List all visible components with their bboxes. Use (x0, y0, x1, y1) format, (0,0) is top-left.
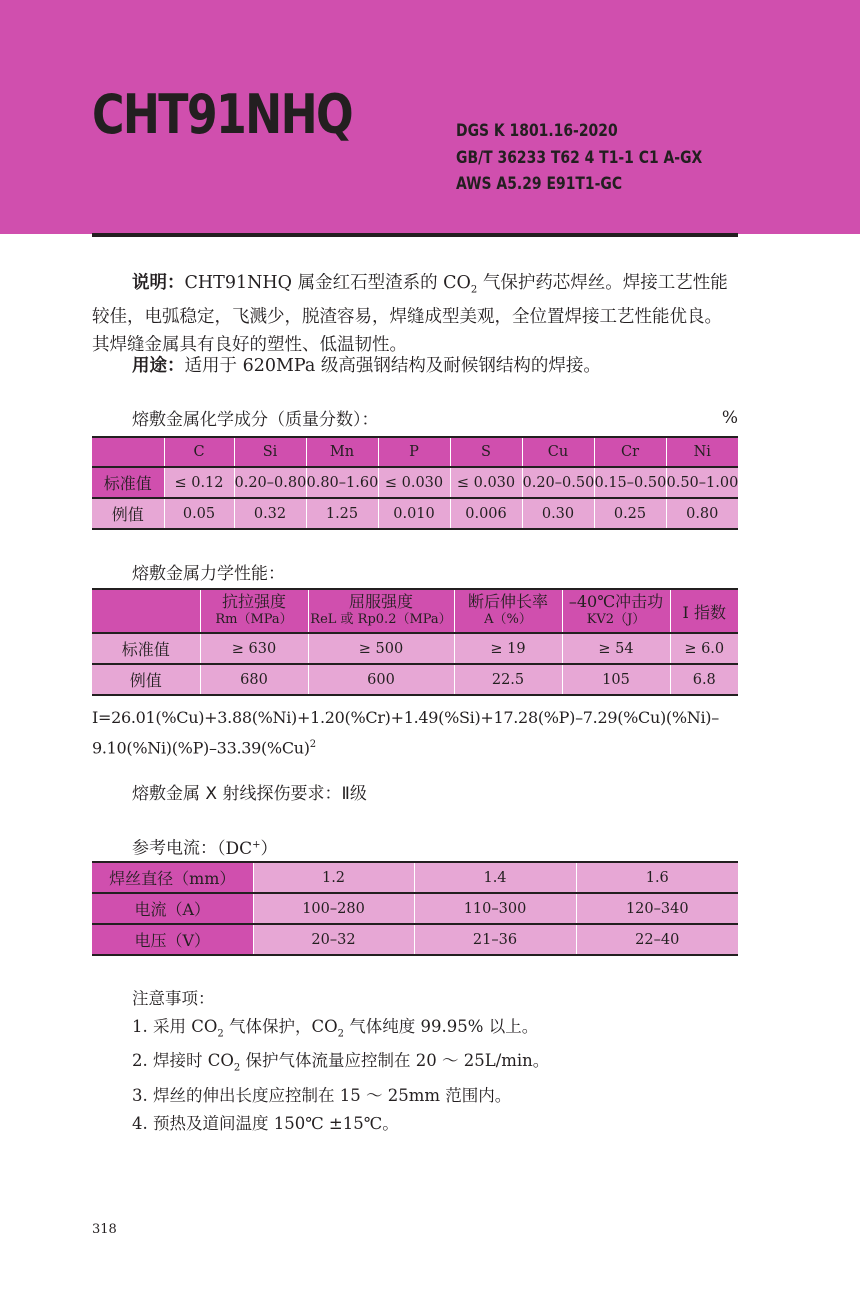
note-item: 3. 焊丝的伸出长度应控制在 15 ～ 25mm 范围内。 (132, 1086, 512, 1106)
standards-list (456, 118, 702, 198)
table-cell: 0.30 (522, 498, 594, 529)
usage-paragraph: 用途：适用于 620MPa 级高强钢结构及耐候钢结构的焊接。 (132, 356, 601, 376)
table-cell: 6.8 (670, 664, 738, 695)
table-cell: 1.4 (414, 862, 576, 893)
notes-heading: 注意事项： (132, 989, 215, 1008)
table-cell: 0.05 (164, 498, 234, 529)
table-cell: 0.50–1.00 (666, 467, 738, 498)
table-row (92, 862, 738, 893)
note-item: 1. 采用 $CO_2$ 气体保护，$CO_2$ 气体纯度 99.95% 以上。 (132, 1016, 539, 1039)
column-header: –40℃冲击功 KV2（J） (562, 589, 670, 633)
chemical-table (92, 436, 738, 530)
usage-label: 用途： (132, 356, 185, 376)
current-heading: 参考电流：（DC+） (132, 838, 278, 859)
column-header: Ni (666, 437, 738, 467)
standard-line: GB/T 36233 T62 4 T1-1 C1 A-GX (456, 147, 703, 168)
table-cell: 600 (308, 664, 454, 695)
row-label: 电流（A） (92, 893, 253, 924)
table-cell: 1.25 (306, 498, 378, 529)
page-number: 318 (92, 1222, 117, 1237)
i-index-formula: $I=26.01(\%Cu)+3.88(\%Ni)+1.20(\%Cr)+1.49(\%Si)+17.28(\%P)-7.29(\%Cu)(\%Ni)-9.10(\%Ni)(\%P)-33.39(\%Cu)^2$ (92, 708, 719, 758)
table-cell: 110–300 (414, 893, 576, 924)
column-header: Cu (522, 437, 594, 467)
column-header: 屈服强度 ReL 或 Rp0.2（MPa） (308, 589, 454, 633)
table-row (92, 924, 738, 955)
table-cell: 120–340 (576, 893, 738, 924)
table-cell: ≥ 630 (200, 633, 308, 664)
table-cell: 680 (200, 664, 308, 695)
current-table (92, 861, 738, 956)
description-paragraph: 说明：CHT91NHQ 属金红石型渣系的 $CO_2$ 气保护药芯焊丝。焊接工艺性能较佳，电弧稳定，飞溅少，脱渣容易，焊缝成型美观，全位置焊接工艺性能优良。其焊缝金属具有良好的塑性、低温韧性。 (92, 273, 728, 355)
column-header: 抗拉强度 Rm（MPa） (200, 589, 308, 633)
table-cell: ≤ 0.12 (164, 467, 234, 498)
mechanical-heading: 熔敷金属力学性能： (132, 564, 285, 584)
header-banner (0, 0, 860, 234)
column-header: Cr (594, 437, 666, 467)
notes-section (132, 985, 549, 1137)
table-row (92, 467, 738, 498)
table-cell: 100–280 (253, 893, 414, 924)
table-row (92, 498, 738, 529)
note-item: 4. 预热及道间温度 150℃ ±15℃。 (132, 1113, 399, 1133)
column-header: 断后伸长率 A（%） (454, 589, 562, 633)
table-row (92, 664, 738, 695)
table-cell: 0.15–0.50 (594, 467, 666, 498)
xray-requirement: 熔敷金属 X 射线探伤要求：Ⅱ级 (132, 784, 367, 804)
column-header: S (450, 437, 522, 467)
table-cell: 0.20–0.50 (522, 467, 594, 498)
table-cell: 0.80 (666, 498, 738, 529)
table-cell: ≥ 500 (308, 633, 454, 664)
table-cell: ≥ 54 (562, 633, 670, 664)
table-cell: 22–40 (576, 924, 738, 955)
table-row (92, 893, 738, 924)
table-cell: 0.32 (234, 498, 306, 529)
table-cell: ≥ 19 (454, 633, 562, 664)
table-cell: 1.6 (576, 862, 738, 893)
standard-line: DGS K 1801.16-2020 (456, 121, 618, 141)
table-cell: 20–32 (253, 924, 414, 955)
table-cell: 22.5 (454, 664, 562, 695)
row-label: 焊丝直径（mm） (92, 862, 253, 893)
table-cell: 105 (562, 664, 670, 695)
column-header: C (164, 437, 234, 467)
table-cell: 0.010 (378, 498, 450, 529)
table-cell: 21–36 (414, 924, 576, 955)
row-label: 例值 (92, 664, 200, 695)
table-cell: 0.80–1.60 (306, 467, 378, 498)
row-label: 标准值 (92, 467, 164, 498)
table-header-row (92, 589, 738, 633)
table-cell: 0.25 (594, 498, 666, 529)
row-label: 电压（V） (92, 924, 253, 955)
table-cell: ≥ 6.0 (670, 633, 738, 664)
product-title: CHT91NHQ (92, 83, 353, 146)
column-header: I 指数 (670, 589, 738, 633)
row-label: 例值 (92, 498, 164, 529)
table-row (92, 633, 738, 664)
row-label: 标准值 (92, 633, 200, 664)
chemical-unit: % (721, 408, 738, 428)
table-cell: ≤ 0.030 (450, 467, 522, 498)
table-cell: 1.2 (253, 862, 414, 893)
description-label: 说明： (132, 273, 185, 293)
table-cell: 0.20–0.80 (234, 467, 306, 498)
note-item: 2. 焊接时 $CO_2$ 保护气体流量应控制在 20 ～ 25L/min。 (132, 1051, 550, 1074)
column-header: Mn (306, 437, 378, 467)
mechanical-table (92, 588, 738, 696)
table-cell: 0.006 (450, 498, 522, 529)
column-header: P (378, 437, 450, 467)
column-header: Si (234, 437, 306, 467)
table-header-row (92, 437, 738, 467)
standard-line: AWS A5.29 E91T1-GC (456, 174, 623, 194)
header-rule (92, 233, 738, 237)
chemical-heading: 熔敷金属化学成分（质量分数）： (132, 410, 379, 430)
table-cell: ≤ 0.030 (378, 467, 450, 498)
